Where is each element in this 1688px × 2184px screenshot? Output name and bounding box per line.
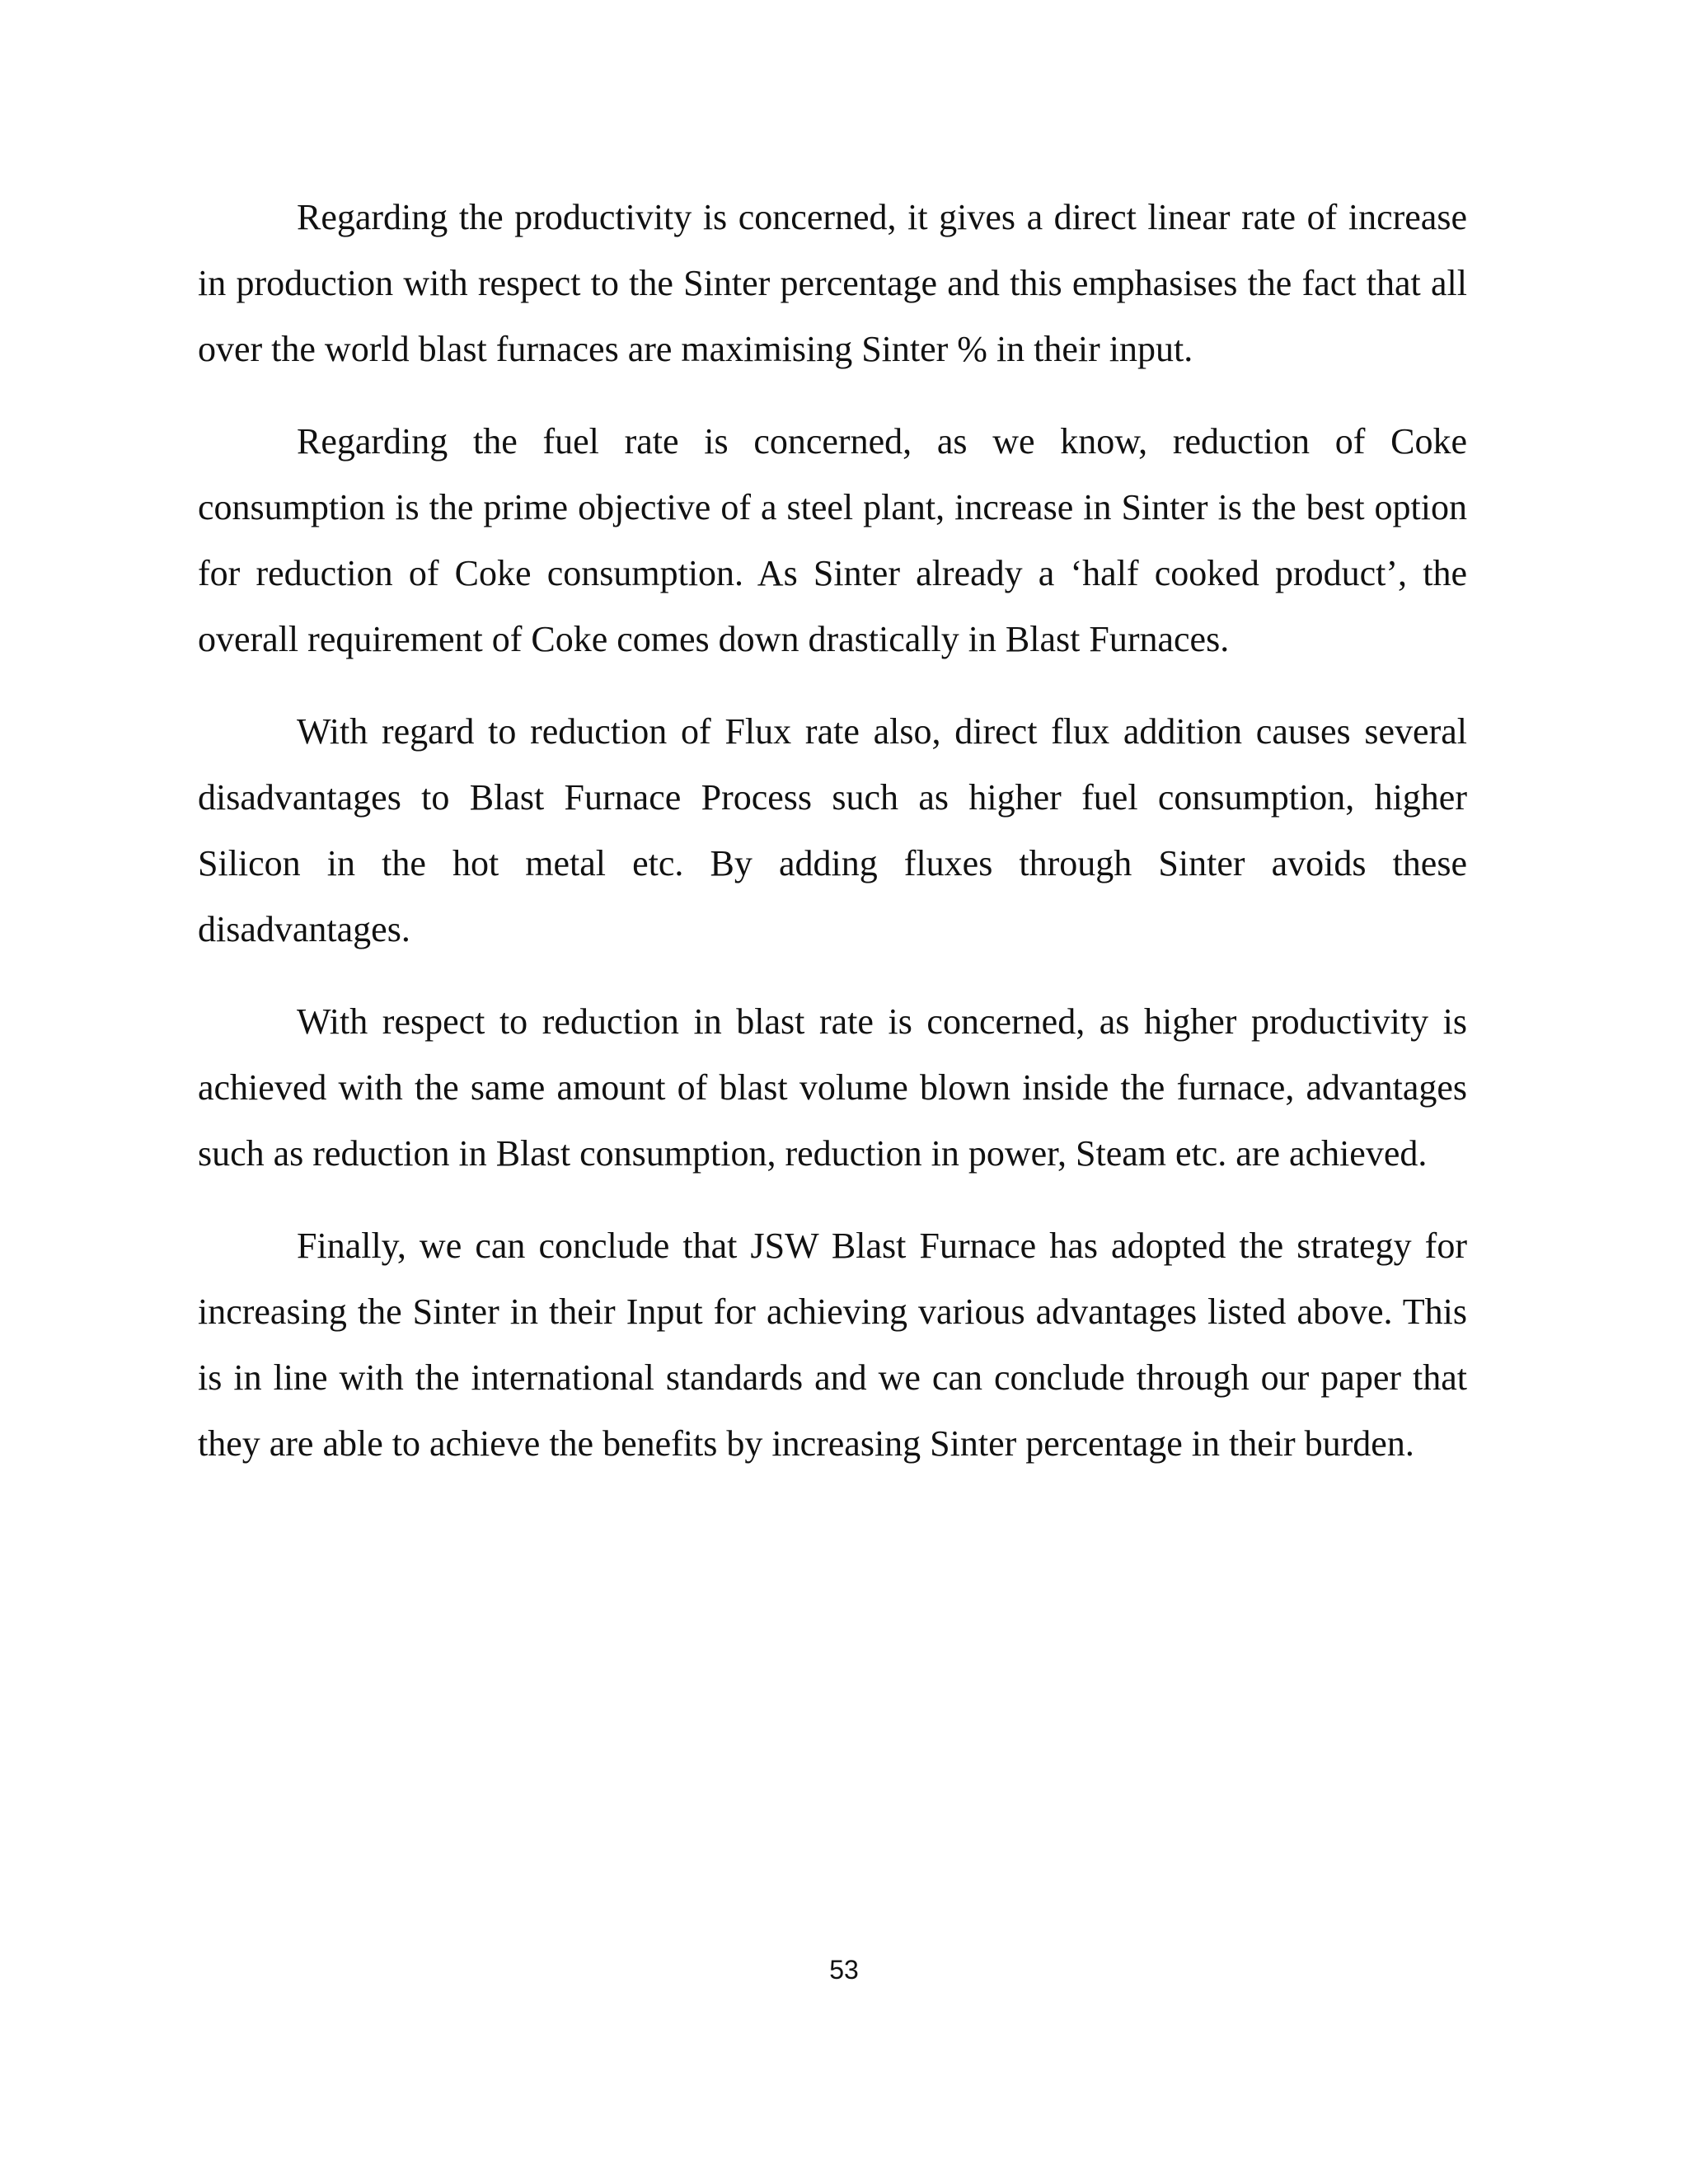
page-number: 53 [829, 1955, 859, 1985]
paragraph-fuel-rate: Regarding the fuel rate is concerned, as we know, reduction of Coke consumption is the prime objective of a steel plant, increase in Sinter is the best option for reduction of Coke consumption. As Sinter already a ‘half cooked product’, the overall requirement of Coke comes down drastically in Blast Furnaces. [198, 421, 1467, 659]
paragraph-flux-rate: With regard to reduction of Flux rate also, direct flux addition causes several disadvantages to Blast Furnace Process such as higher fuel consumption, higher Silicon in the hot metal etc. By adding fluxes through Sinter avoids these disadvantages. [198, 711, 1467, 949]
paragraph-blast-rate: With respect to reduction in blast rate is concerned, as higher productivity is achieved with the same amount of blast volume blown inside the furnace, advantages such as reduction in Blast consumption, reduction in power, Steam etc. are achieved. [198, 1001, 1467, 1174]
paragraph-productivity: Regarding the productivity is concerned, it gives a direct linear rate of increase in production with respect to the Sinter percentage and this emphasises the fact that all over the world blast furnaces are maximising Sinter % in their input. [198, 197, 1467, 369]
body-text [198, 185, 1467, 1503]
paragraph-conclusion: Finally, we can conclude that JSW Blast Furnace has adopted the strategy for increasing the Sinter in their Input for achieving various advantages listed above. This is in line with the international standards and we can conclude through our paper that they are able to achieve the benefits by increasing Sinter percentage in their burden. [198, 1226, 1467, 1464]
